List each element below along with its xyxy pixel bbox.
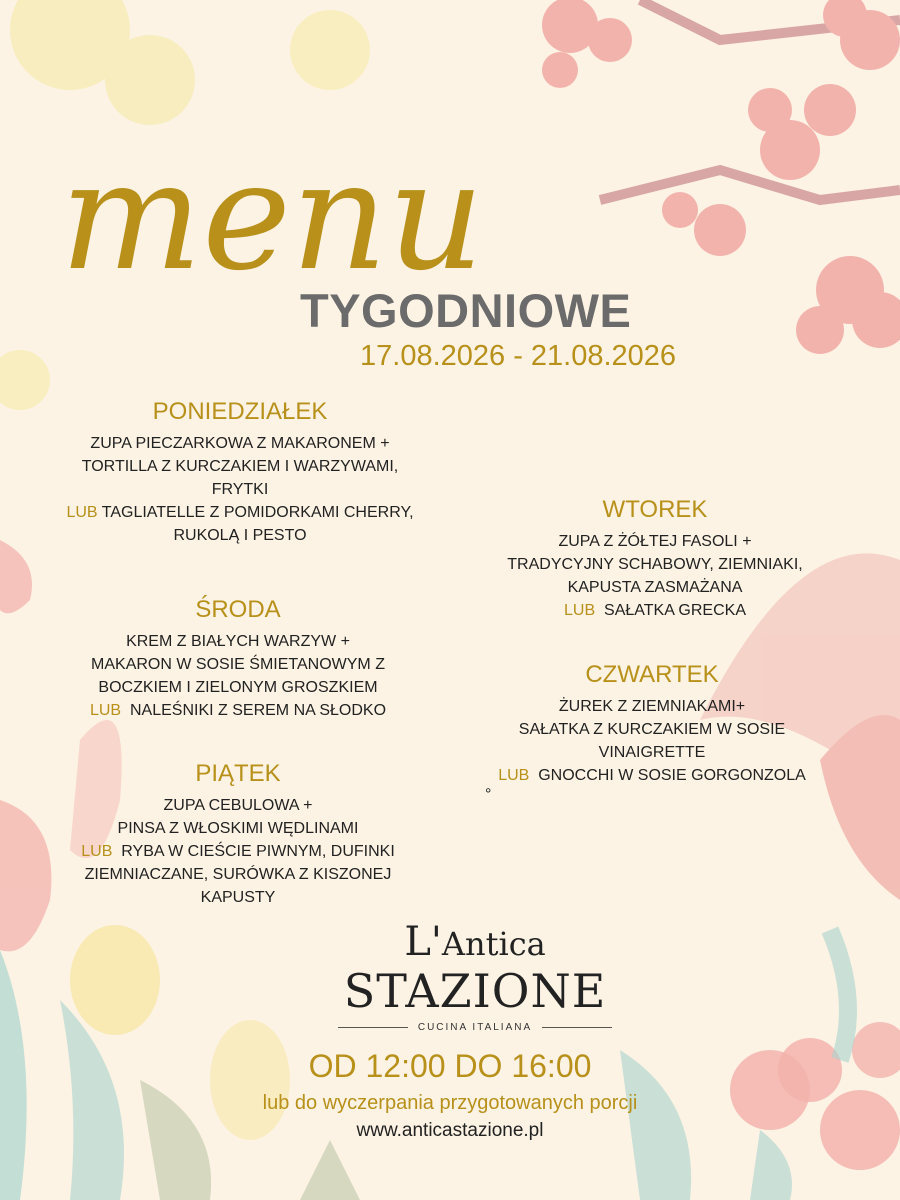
opening-hours: OD 12:00 DO 16:00 <box>308 1048 592 1084</box>
logo-divider <box>542 1027 612 1028</box>
menu-line: BOCZKIEM I ZIELONYM GROSZKIEM <box>98 679 378 696</box>
lub-label: LUB <box>89 702 122 719</box>
day-friday <box>38 760 438 909</box>
day-thursday <box>452 661 852 803</box>
website-link[interactable]: www.anticastazione.pl <box>356 1120 544 1141</box>
menu-line: TAGLIATELLE Z POMIDORKAMI CHERRY, <box>101 504 414 521</box>
day-name: ŚRODA <box>195 596 281 623</box>
menu-line: SAŁATKA Z KURCZAKIEM W SOSIE <box>518 721 786 738</box>
menu-script-title <box>60 150 620 300</box>
menu-line: ZUPA Z ŻÓŁTEJ FASOLI + <box>558 533 752 550</box>
menu-line-alternative <box>38 840 438 863</box>
logo-subtitle-text: CUCINA ITALIANA <box>417 1022 533 1033</box>
lub-label: LUB <box>81 843 113 860</box>
menu-line: PINSA Z WŁOSKIMI WĘDLINAMI <box>117 820 359 837</box>
day-name: PIĄTEK <box>195 760 281 787</box>
day-monday <box>20 398 460 547</box>
menu-line: TRADYCYJNY SCHABOWY, ZIEMNIAKI, <box>507 556 803 573</box>
menu-line: SAŁATKA GRECKA <box>604 602 746 619</box>
availability-note: lub do wyczerpania przygotowanych porcji <box>262 1092 638 1114</box>
menu-line-alternative <box>20 501 460 524</box>
menu-line: KAPUSTY <box>200 889 276 906</box>
menu-line-alternative <box>38 699 438 722</box>
logo-divider <box>338 1027 408 1028</box>
menu-line: TORTILLA Z KURCZAKIEM I WARZYWAMI, <box>81 458 399 475</box>
menu-line: MAKARON W SOSIE ŚMIETANOWYM Z <box>91 656 385 673</box>
lub-label: LUB <box>564 602 596 619</box>
logo-top-a: L' <box>404 919 442 965</box>
menu-line-alternative <box>452 764 852 787</box>
logo-top-b: Antica <box>441 925 546 963</box>
menu-line: VINAIGRETTE <box>598 744 706 761</box>
menu-line: ZIEMNIACZANE, SURÓWKA Z KISZONEJ <box>84 866 392 883</box>
day-tuesday <box>455 496 855 622</box>
degree-mark: ° <box>485 786 492 803</box>
logo-subtitle <box>330 1022 620 1033</box>
menu-line: KREM Z BIAŁYCH WARZYW + <box>126 633 350 650</box>
menu-line: RYBA W CIEŚCIE PIWNYM, DUFINKI <box>121 843 395 860</box>
menu-subtitle: TYGODNIOWE <box>300 284 632 337</box>
menu-line: GNOCCHI W SOSIE GORGONZOLA <box>538 767 806 784</box>
menu-script-text: menu <box>60 150 485 300</box>
lub-label: LUB <box>66 504 98 521</box>
day-name: CZWARTEK <box>585 661 719 688</box>
menu-line: RUKOLĄ I PESTO <box>173 527 307 544</box>
menu-line: KAPUSTA ZASMAŻANA <box>567 579 743 596</box>
menu-line: FRYTKI <box>211 481 269 498</box>
menu-date-range: 17.08.2026 - 21.08.2026 <box>360 340 677 372</box>
logo-top-line <box>330 920 620 966</box>
logo-main-text: STAZIONE <box>343 964 607 1018</box>
day-name: PONIEDZIAŁEK <box>152 398 328 425</box>
restaurant-logo <box>330 920 620 1040</box>
menu-line-alternative <box>455 599 855 622</box>
day-name: WTOREK <box>602 496 708 523</box>
menu-line: ŻUREK Z ZIEMNIAKAMI+ <box>558 698 746 715</box>
menu-line: ZUPA CEBULOWA + <box>163 797 313 814</box>
menu-line: NALEŚNIKI Z SEREM NA SŁODKO <box>129 702 387 719</box>
menu-line: ZUPA PIECZARKOWA Z MAKARONEM + <box>90 435 390 452</box>
day-wednesday <box>38 596 438 722</box>
lub-label: LUB <box>498 767 530 784</box>
